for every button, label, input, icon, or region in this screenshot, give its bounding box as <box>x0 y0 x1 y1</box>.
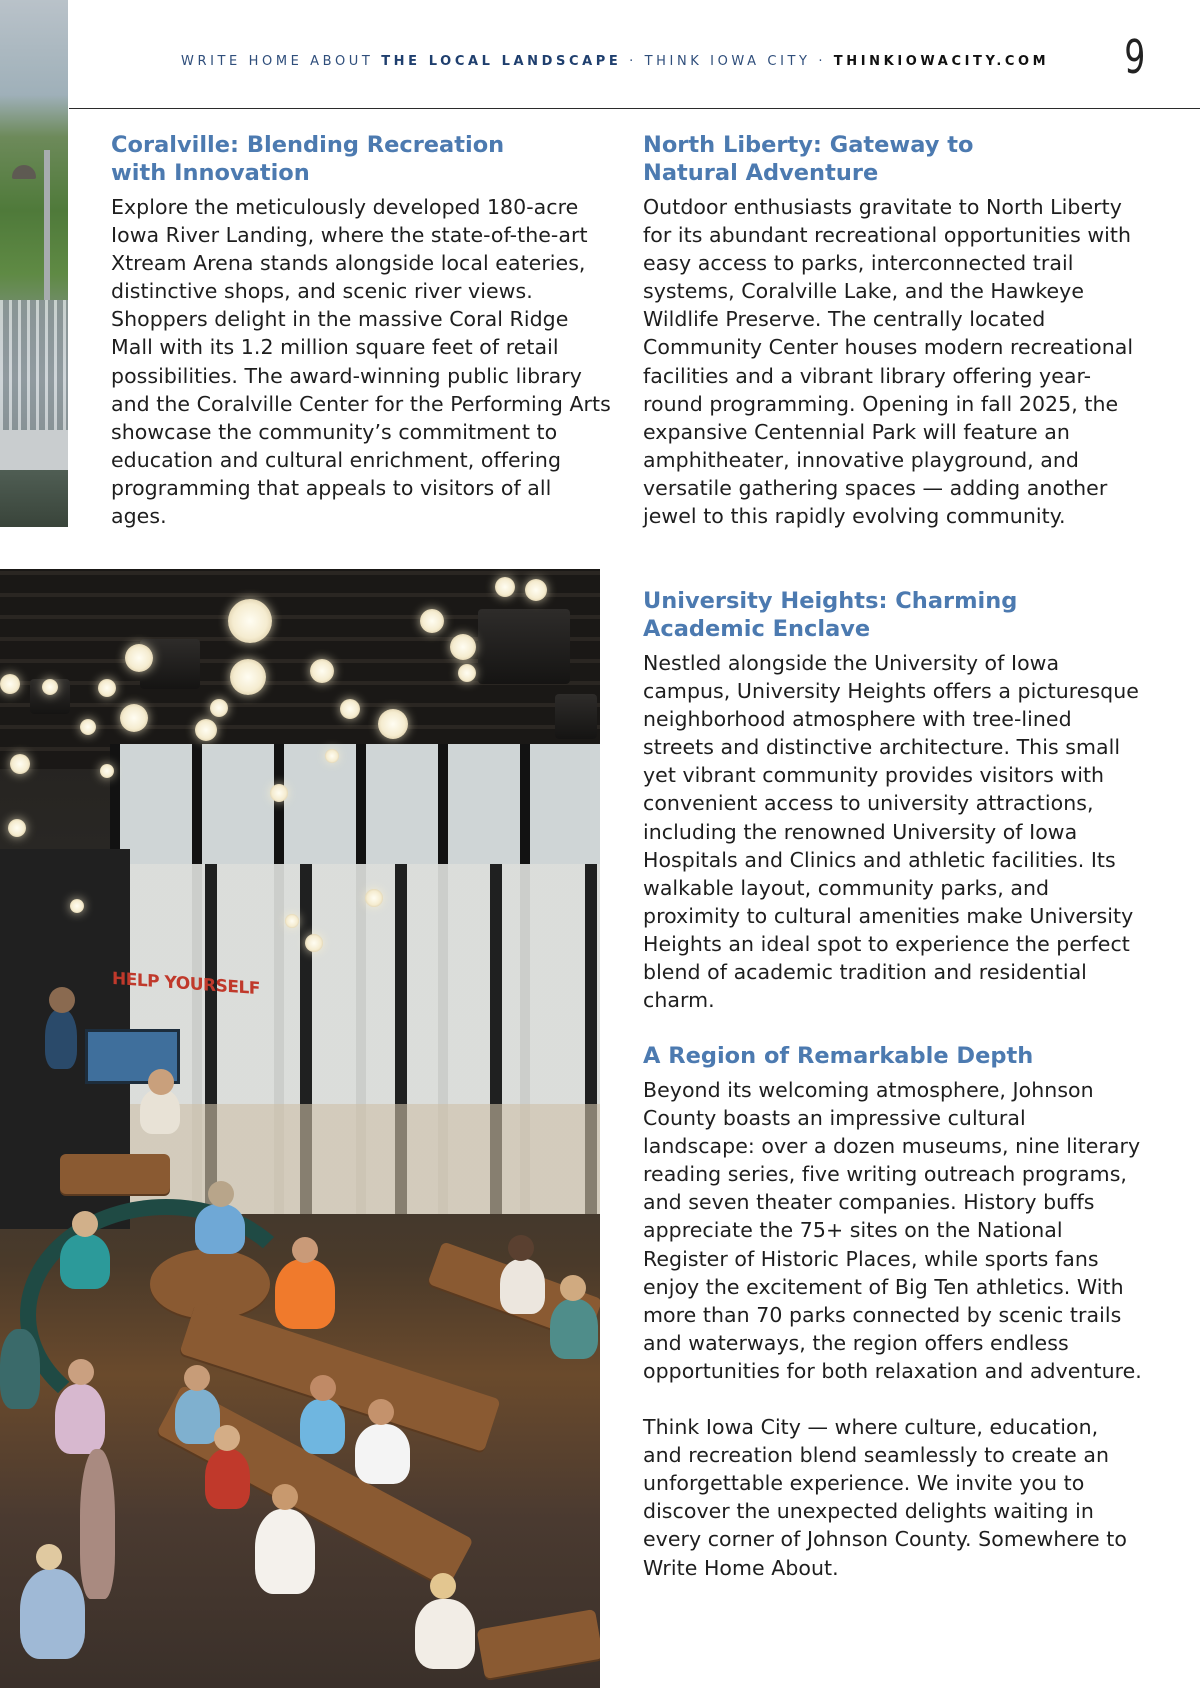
heading-line: North Liberty: Gateway to <box>643 132 974 158</box>
person-head <box>292 1237 318 1263</box>
lamp-post <box>44 150 50 300</box>
person <box>20 1569 85 1659</box>
light-bulb <box>120 704 148 732</box>
section-body: Outdoor enthusiasts gravitate to North Liberty for its abundant recreational opportunities with easy access to parks, interconnected trail systems, Coralville Lake, and the Hawkeye Wildlife Preserve. The centrally located Community Center houses modern recreational facilities and a vibrant library offering year-round programming. Opening in fall 2025, the expansive Centennial Park will feature an amphitheater, innovative playground, and versatile gathering spaces — adding another jewel to this rapidly evolving community. <box>643 195 1134 529</box>
interior-floor <box>110 1104 600 1214</box>
separator: · <box>818 54 827 69</box>
light-bulb <box>270 784 288 802</box>
light-bulb <box>80 719 96 735</box>
page-number: 9 <box>1123 30 1145 84</box>
light-bulb <box>305 934 323 952</box>
person <box>45 1009 77 1069</box>
section-heading <box>111 131 611 187</box>
running-head-lead: WRITE HOME ABOUT <box>181 54 374 69</box>
person <box>55 1384 105 1454</box>
river-walkway-photo <box>0 0 68 527</box>
heading-line: Coralville: Blending Recreation <box>111 132 505 158</box>
person <box>0 1329 40 1409</box>
person <box>500 1259 545 1314</box>
light-bulb <box>230 659 266 695</box>
heading-line: Natural Adventure <box>643 160 879 186</box>
section-region <box>643 1042 1143 1582</box>
light-bulb <box>210 699 228 717</box>
person <box>80 1449 115 1599</box>
person-head <box>184 1365 210 1391</box>
light-bulb <box>195 719 217 741</box>
separator: · <box>629 54 637 69</box>
section-heading <box>643 587 1143 643</box>
person <box>255 1509 315 1594</box>
light-bulb <box>495 577 515 597</box>
person <box>195 1204 245 1254</box>
light-bulb <box>450 634 476 660</box>
light-bulb <box>70 899 84 913</box>
website: THINKIOWACITY.COM <box>833 54 1050 69</box>
light-bulb <box>228 599 272 643</box>
table <box>60 1154 170 1194</box>
walkway-railing <box>0 300 68 450</box>
light-bulb <box>378 709 408 739</box>
table <box>477 1609 600 1679</box>
restaurant-photo <box>0 569 600 1688</box>
light-bulb <box>365 889 383 907</box>
heading-line: University Heights: Charming <box>643 588 1018 614</box>
closing-paragraph: Think Iowa City — where culture, education, and recreation blend seamlessly to create an unforgettable experience. We invite you to discover the unexpected delights waiting in every corner of Johnson County. Somewhere to Write Home About. <box>643 1415 1127 1580</box>
publication-name: THINK IOWA CITY <box>644 54 811 69</box>
person <box>300 1399 345 1454</box>
light-bulb <box>285 914 299 928</box>
person-head <box>49 987 75 1013</box>
light-bulb <box>340 699 360 719</box>
person-head <box>430 1573 456 1599</box>
person-head <box>68 1359 94 1385</box>
light-bulb <box>8 819 26 837</box>
person-head <box>560 1275 586 1301</box>
person <box>60 1234 110 1289</box>
person <box>140 1089 180 1134</box>
pendant-shade <box>478 609 570 684</box>
light-bulb <box>100 764 114 778</box>
light-bulb <box>98 679 116 697</box>
person-head <box>214 1425 240 1451</box>
section-body: Beyond its welcoming atmosphere, Johnson County boasts an impressive cultural landscape: over a dozen museums, nine literary reading series, five writing outreach programs, and seven theater companies. History buffs appreciate the 75+ sites on the National Register of Historic Places, while sports fans enjoy the excitement of Big Ten athletics. With more than 70 parks connected by scenic trails and waterways, the region offers endless opportunities for both relaxation and adventure. <box>643 1078 1142 1383</box>
light-bulb <box>458 664 476 682</box>
person <box>205 1449 250 1509</box>
section-body: Nestled alongside the University of Iowa campus, University Heights offers a picturesque neighborhood atmosphere with tree-lined streets and distinctive architecture. This small yet vibrant community provides visitors with convenient access to university attractions, including the renowned University of Iowa Hospitals and Clinics and athletic facilities. Its walkable layout, community parks, and proximity to cultural amenities make University Heights an ideal spot to experience the perfect blend of academic tradition and residential charm. <box>643 651 1139 1013</box>
person-head <box>508 1235 534 1261</box>
running-head-section: THE LOCAL LANDSCAPE <box>381 54 622 69</box>
section-heading <box>643 131 1143 187</box>
light-bulb <box>125 644 153 672</box>
light-bulb <box>325 749 339 763</box>
person <box>275 1259 335 1329</box>
light-bulb <box>0 674 20 694</box>
person-head <box>310 1375 336 1401</box>
person-head <box>148 1069 174 1095</box>
person-head <box>36 1544 62 1570</box>
light-bulb <box>310 659 334 683</box>
light-bulb <box>42 679 58 695</box>
section-heading: A Region of Remarkable Depth <box>643 1043 1034 1069</box>
heading-line: Academic Enclave <box>643 616 871 642</box>
person-head <box>72 1211 98 1237</box>
person-head <box>208 1181 234 1207</box>
heading-line: with Innovation <box>111 160 310 186</box>
section-university-heights <box>643 587 1143 1014</box>
person <box>550 1299 598 1359</box>
person <box>355 1424 410 1484</box>
person-head <box>368 1399 394 1425</box>
running-head <box>181 54 1049 69</box>
help-yourself-sign: HELP YOURSELF <box>112 968 260 1000</box>
person <box>415 1599 475 1669</box>
lamp-head <box>12 165 36 179</box>
section-body: Explore the meticulously developed 180-acre Iowa River Landing, where the state-of-the-art Xtream Arena stands alongside local eateries, distinctive shops, and scenic river views. Shoppers delight in the massive Coral Ridge Mall with its 1.2 million square feet of retail possibilities. The award-winning public library and the Coralville Center for the Performing Arts showcase the community’s commitment to education and cultural enrichment, offering programming that appeals to visitors of all ages. <box>111 195 611 529</box>
pendant-shade <box>555 694 597 739</box>
person-head <box>272 1484 298 1510</box>
section-coralville <box>111 131 611 530</box>
light-bulb <box>10 754 30 774</box>
light-bulb <box>525 579 547 601</box>
light-bulb <box>420 609 444 633</box>
walkway-deck <box>0 430 68 470</box>
page-header <box>69 0 1200 109</box>
section-north-liberty <box>643 131 1143 530</box>
